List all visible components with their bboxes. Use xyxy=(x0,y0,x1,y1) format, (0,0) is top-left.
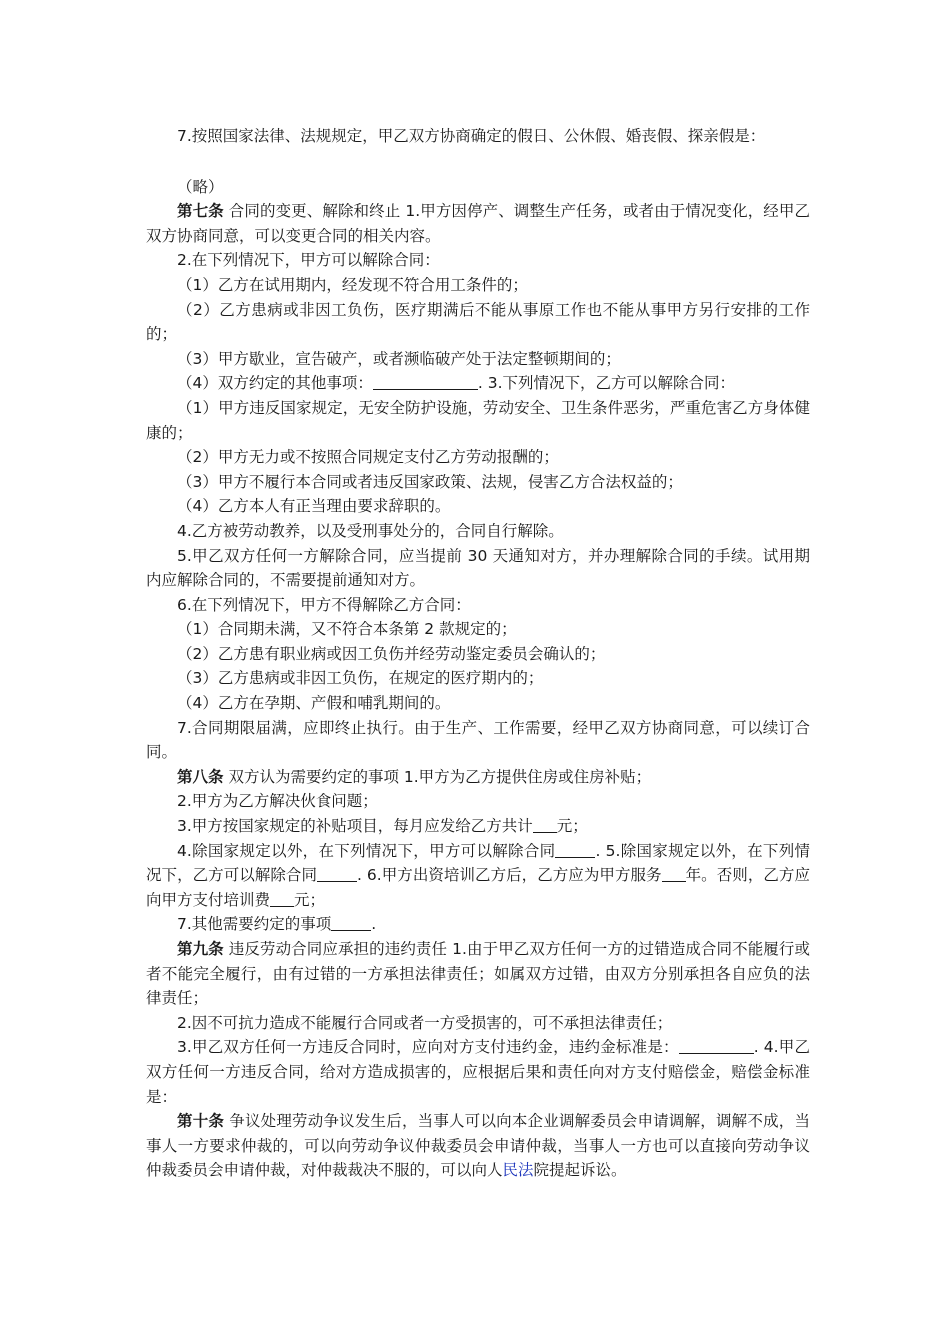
fill-blank xyxy=(331,915,371,931)
text-segment: 元； xyxy=(556,817,588,836)
paragraph: （3）甲方歇业，宣告破产，或者濒临破产处于法定整顿期间的； xyxy=(177,349,621,368)
fill-blank xyxy=(533,817,557,833)
paragraph xyxy=(146,371,810,396)
paragraph: （1）甲方违反国家规定，无安全防护设施，劳动安全、卫生条件恶劣，严重危害乙方身体健康的； xyxy=(146,398,810,442)
article-text: 双方认为需要约定的事项 1.甲方为乙方提供住房或住房补贴； xyxy=(223,767,652,786)
paragraph xyxy=(146,839,810,913)
text-segment: . 6.甲方出资培训乙方后，乙方应为甲方服务 xyxy=(357,866,662,885)
article-title: 第七条 xyxy=(177,202,224,221)
article-text: 合同的变更、解除和终止 1.甲方因停产、调整生产任务，或者由于情况变化，经甲乙双方协商同意，可以变更合同的相关内容。 xyxy=(146,202,810,245)
paragraph: （2）乙方患病或非因工负伤，医疗期满后不能从事原工作也不能从事甲方另行安排的工作的； xyxy=(146,300,810,344)
fill-blank xyxy=(662,866,686,882)
paragraph xyxy=(146,912,810,937)
fill-blank xyxy=(555,842,595,858)
paragraph: （2）乙方患有职业病或因工负伤并经劳动鉴定委员会确认的； xyxy=(177,644,606,663)
article-title: 第十条 xyxy=(177,1112,225,1131)
article-7 xyxy=(146,199,810,248)
paragraph: （3）乙方患病或非因工负伤，在规定的医疗期内的； xyxy=(177,669,544,688)
article-9 xyxy=(146,937,810,1011)
text-segment: . xyxy=(371,915,377,934)
text-segment: 年。否则，乙方应向甲方支付培训费 xyxy=(146,866,810,909)
text-segment: . 4.甲乙双方任何一方违反合同，给对方造成损害的，应根据后果和责任向对方支付赔偿金，赔偿金标准是： xyxy=(146,1038,810,1106)
text-segment: 3.甲方按国家规定的补贴项目，每月应发给乙方共计 xyxy=(177,817,533,836)
article-text: 争议处理劳动争议发生后，当事人可以向本企业调解委员会申请调解，调解不成，当事人一方要求仲裁的，可以向劳动争议仲裁委员会申请仲裁，当事人一方也可以直接向劳动争议仲裁委员会申请仲裁，对仲裁裁决不服的，可以向人 xyxy=(146,1112,810,1180)
contract-body xyxy=(146,124,810,1183)
paragraph: 2.因不可抗力造成不能履行合同或者一方受损害的，可不承担法律责任； xyxy=(177,1013,673,1032)
article-text: 违反劳动合同应承担的违约责任 1.由于甲乙双方任何一方的过错造成合同不能履行或者不能完全履行，由有过错的一方承担法律责任；如属双方过错，由双方分别承担各自应负的法律责任； xyxy=(146,940,810,1008)
text-segment: 4.除国家规定以外，在下列情况下，甲方可以解除合同 xyxy=(177,841,556,860)
paragraph: （4）乙方本人有正当理由要求辞职的。 xyxy=(177,497,451,516)
paragraph: （2）甲方无力或不按照合同规定支付乙方劳动报酬的； xyxy=(177,448,559,467)
hyperlink[interactable]: 民法 xyxy=(502,1161,534,1180)
paragraph: （略） xyxy=(177,177,224,196)
paragraph: 6.在下列情况下，甲方不得解除乙方合同： xyxy=(177,595,471,614)
paragraph: （3）甲方不履行本合同或者违反国家政策、法规，侵害乙方合法权益的； xyxy=(177,472,683,491)
text-segment: （4）双方约定的其他事项： xyxy=(177,374,373,393)
paragraph xyxy=(146,814,810,839)
text-segment: 7.其他需要约定的事项 xyxy=(177,915,332,934)
fill-blank xyxy=(679,1038,754,1054)
paragraph: 2.甲方为乙方解决伙食问题； xyxy=(177,792,378,811)
paragraph: 2.在下列情况下，甲方可以解除合同： xyxy=(177,251,440,270)
text-segment: . 5.除国家规定以外，在下列情况下，乙方可以解除合同 xyxy=(146,841,810,885)
article-10 xyxy=(146,1109,810,1183)
text-segment: 3.甲乙双方任何一方违反合同时，应向对方支付违约金，违约金标准是： xyxy=(177,1038,679,1057)
fill-blank xyxy=(270,891,294,907)
paragraph: 5.甲乙双方任何一方解除合同，应当提前 30 天通知对方，并办理解除合同的手续。试用期内应解除合同的，不需要提前通知对方。 xyxy=(146,546,810,590)
paragraph xyxy=(146,1035,810,1109)
article-8 xyxy=(146,765,810,790)
text-segment: 元； xyxy=(294,890,326,909)
paragraph: 4.乙方被劳动教养，以及受刑事处分的，合同自行解除。 xyxy=(177,521,564,540)
paragraph: 7.按照国家法律、法规规定，甲乙双方协商确定的假日、公休假、婚丧假、探亲假是： xyxy=(177,127,766,145)
paragraph: （1）合同期未满，又不符合本条第 2 款规定的； xyxy=(177,620,517,639)
paragraph: （4）乙方在孕期、产假和哺乳期间的。 xyxy=(177,694,451,713)
fill-blank xyxy=(317,866,357,882)
fill-blank xyxy=(373,374,478,390)
paragraph: 7.合同期限届满，应即终止执行。由于生产、工作需要，经甲乙双方协商同意，可以续订合同。 xyxy=(146,718,810,762)
paragraph: （1）乙方在试用期内，经发现不符合用工条件的； xyxy=(177,275,528,294)
article-text-end: 院提起诉讼。 xyxy=(533,1161,627,1180)
article-title: 第八条 xyxy=(177,767,224,786)
article-title: 第九条 xyxy=(177,940,224,958)
text-segment: . 3.下列情况下，乙方可以解除合同： xyxy=(477,374,736,393)
